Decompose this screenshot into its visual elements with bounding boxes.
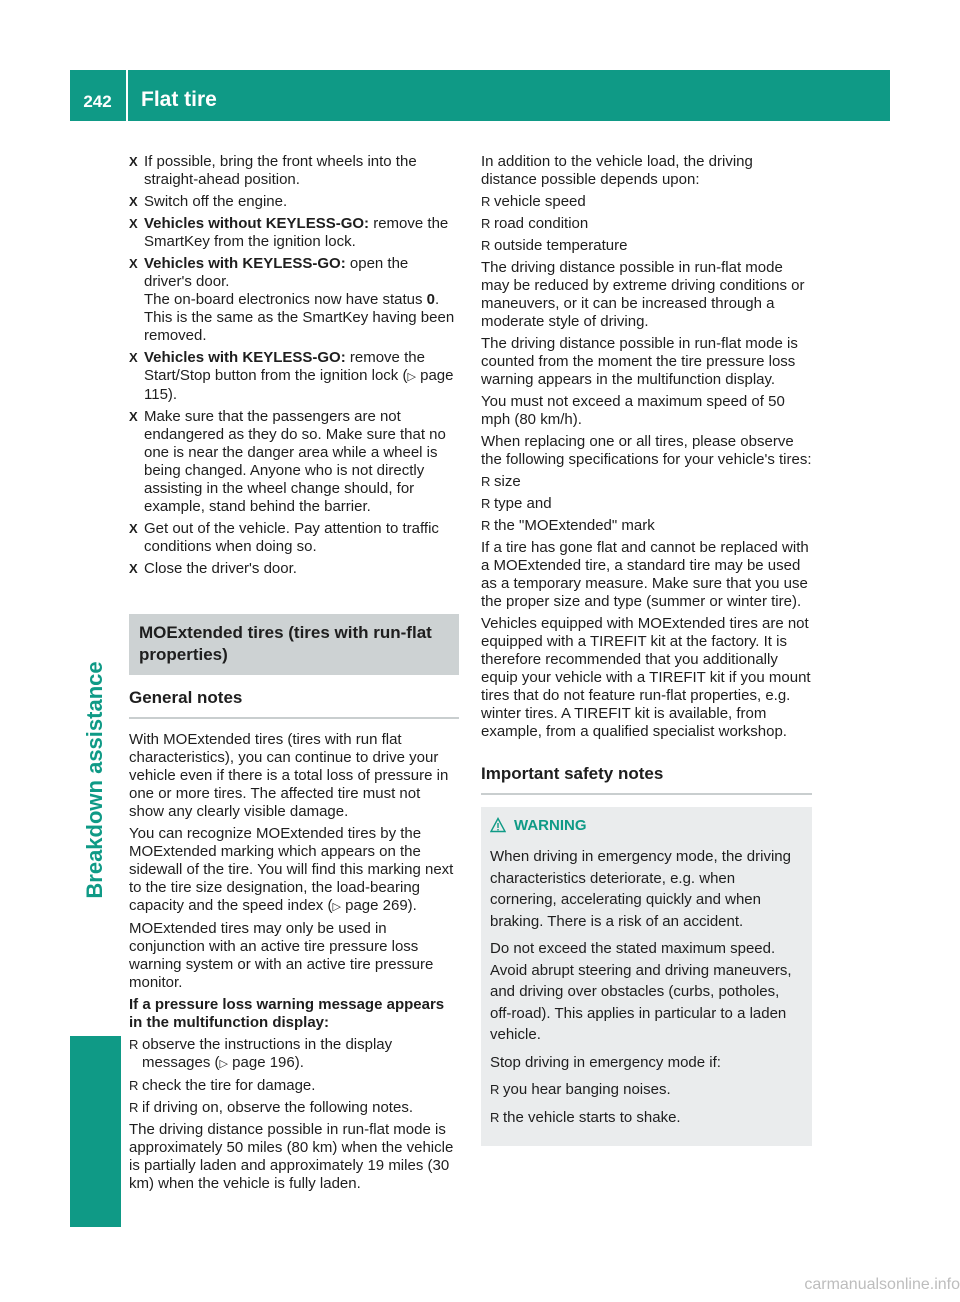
- step-item: X Get out of the vehicle. Pay attention to traffic conditions when doing so.: [129, 520, 439, 555]
- watermark: carmanualsonline.info: [804, 1276, 960, 1293]
- list-item: R check the tire for damage.: [129, 1077, 316, 1094]
- side-tab-label: Breakdown assistance: [82, 661, 107, 899]
- left-column: [129, 153, 459, 1197]
- step-item: X Close the driver's door.: [129, 560, 297, 577]
- warning-paragraph: Do not exceed the stated maximum speed. Avoid abrupt steering and driving maneuvers, and driving over obstacles (curbs, potholes, off-road). This applies in particular to a laden vehicle.: [490, 940, 792, 1043]
- step-item: X Make sure that the passengers are not endangered as they do so. Make sure that no one is near the danger area while a wheel is being changed. Anyone who is not directly assisting in the wheel change should, for example, stand behind the barrier.: [129, 408, 446, 515]
- page-reference-link[interactable]: page 196).: [232, 1054, 304, 1071]
- step-marker-icon: X: [129, 561, 138, 576]
- right-column: [481, 153, 812, 1146]
- page-reference-link[interactable]: page 269).: [345, 897, 417, 914]
- bullet-icon: R: [481, 496, 491, 511]
- page-reference-icon: ▷: [332, 901, 341, 913]
- paragraph: The driving distance possible in run-flat mode may be reduced by extreme driving conditions or maneuvers, or it can be increased through a moderate style of driving.: [481, 259, 805, 330]
- bullet-icon: R: [481, 194, 491, 209]
- warning-paragraph: Stop driving in emergency mode if:: [490, 1053, 721, 1071]
- page-number: 242: [83, 92, 112, 111]
- warning-triangle-icon: [490, 817, 506, 838]
- bullet-icon: R: [490, 1109, 500, 1125]
- step-item: X Vehicles with KEYLESS-GO: remove the Start/Stop button from the ignition lock (▷ page 115).: [129, 349, 454, 403]
- paragraph: You can recognize MOExtended tires by the MOExtended marking which appears on the sidewall of the tire. You will find this marking next to the tire size designation, the load-bearing capacity and the speed index (▷ page 269).: [129, 825, 454, 914]
- bullet-icon: R: [129, 1078, 139, 1093]
- moextended-heading: MOExtended tires (tires with run-flat properties): [129, 614, 459, 675]
- bullet-icon: R: [481, 238, 491, 253]
- list-item: R outside temperature: [481, 237, 628, 254]
- bullet-icon: R: [129, 1100, 139, 1115]
- important-safety-notes-heading: Important safety notes: [481, 763, 812, 795]
- bullet-icon: R: [129, 1037, 139, 1052]
- list-item: R road condition: [481, 215, 589, 232]
- paragraph: Vehicles equipped with MOExtended tires are not equipped with a TIREFIT kit at the factory. It is therefore recommended that you additionally equip your vehicle with a TIREFIT kit if you mount tires that do not feature run-flat properties, e.g. winter tires. A TIREFIT kit is available, from example, from a qualified specialist workshop.: [481, 615, 811, 740]
- paragraph: MOExtended tires may only be used in conjunction with an active tire pressure loss warning system or with an active tire pressure monitor.: [129, 920, 434, 991]
- list-item: R type and: [481, 495, 552, 512]
- paragraph: If a pressure loss warning message appears in the multifunction display:: [129, 996, 445, 1031]
- paragraph: You must not exceed a maximum speed of 50 mph (80 km/h).: [481, 393, 785, 428]
- header-divider: [126, 70, 128, 121]
- paragraph: The driving distance possible in run-flat mode is approximately 50 miles (80 km) when the vehicle is partially laden and approximately 19 miles (30 km) when the vehicle is fully laden.: [129, 1121, 454, 1192]
- bullet-icon: R: [490, 1082, 500, 1097]
- warning-box: [481, 807, 812, 1146]
- step-item: X If possible, bring the front wheels into the straight-ahead position.: [129, 153, 417, 188]
- step-item: X Vehicles with KEYLESS-GO: open the driver's door. The on-board electronics now have status 0. This is the same as the SmartKey having been removed.: [129, 255, 455, 344]
- step-marker-icon: X: [129, 154, 138, 169]
- step-marker-icon: X: [129, 350, 138, 365]
- list-item: R vehicle speed: [481, 193, 586, 210]
- warning-title: WARNING: [490, 817, 803, 838]
- list-item: R size: [481, 473, 521, 490]
- warning-list-item: R you hear banging noises.: [490, 1079, 803, 1101]
- warning-list-item: R the vehicle starts to shake.: [490, 1107, 803, 1129]
- warning-paragraph: When driving in emergency mode, the driving characteristics deteriorate, e.g. when cornering, accelerating quickly and when braking. There is a risk of an accident.: [490, 848, 791, 930]
- step-marker-icon: X: [129, 409, 138, 424]
- list-item: R if driving on, observe the following notes.: [129, 1099, 413, 1116]
- step-marker-icon: X: [129, 256, 138, 271]
- step-item: X Vehicles without KEYLESS-GO: remove the SmartKey from the ignition lock.: [129, 215, 449, 250]
- list-item: R observe the instructions in the display messages (▷ page 196).: [129, 1036, 393, 1071]
- paragraph: If a tire has gone flat and cannot be replaced with a MOExtended tire, a standard tire may be used as a temporary measure. Make sure that you use the proper size and type (summer or winter tire).: [481, 539, 809, 610]
- paragraph: In addition to the vehicle load, the driving distance possible depends upon:: [481, 153, 753, 188]
- paragraph: When replacing one or all tires, please observe the following specifications for your vehicle's tires:: [481, 433, 812, 468]
- step-marker-icon: X: [129, 216, 138, 231]
- list-item: R the "MOExtended" mark: [481, 517, 655, 534]
- step-marker-icon: X: [129, 194, 138, 209]
- paragraph: The driving distance possible in run-flat mode is counted from the moment the tire pressure loss warning appears in the multifunction display.: [481, 335, 798, 388]
- page-reference-icon: ▷: [219, 1058, 228, 1070]
- side-tab-marker: [70, 1036, 121, 1227]
- page-reference-link[interactable]: page 115).: [144, 367, 454, 403]
- bullet-icon: R: [481, 518, 491, 533]
- bullet-icon: R: [481, 474, 491, 489]
- step-marker-icon: X: [129, 521, 138, 536]
- bullet-icon: R: [481, 216, 491, 231]
- page-reference-icon: ▷: [407, 371, 416, 383]
- chapter-title: Flat tire: [141, 88, 217, 111]
- paragraph: With MOExtended tires (tires with run flat characteristics), you can continue to drive your vehicle even if there is a total loss of pressure in one or more tires. The affected tire must not show any clearly visible damage.: [129, 731, 449, 820]
- general-notes-heading: General notes: [129, 687, 459, 719]
- step-item: X Switch off the engine.: [129, 193, 288, 210]
